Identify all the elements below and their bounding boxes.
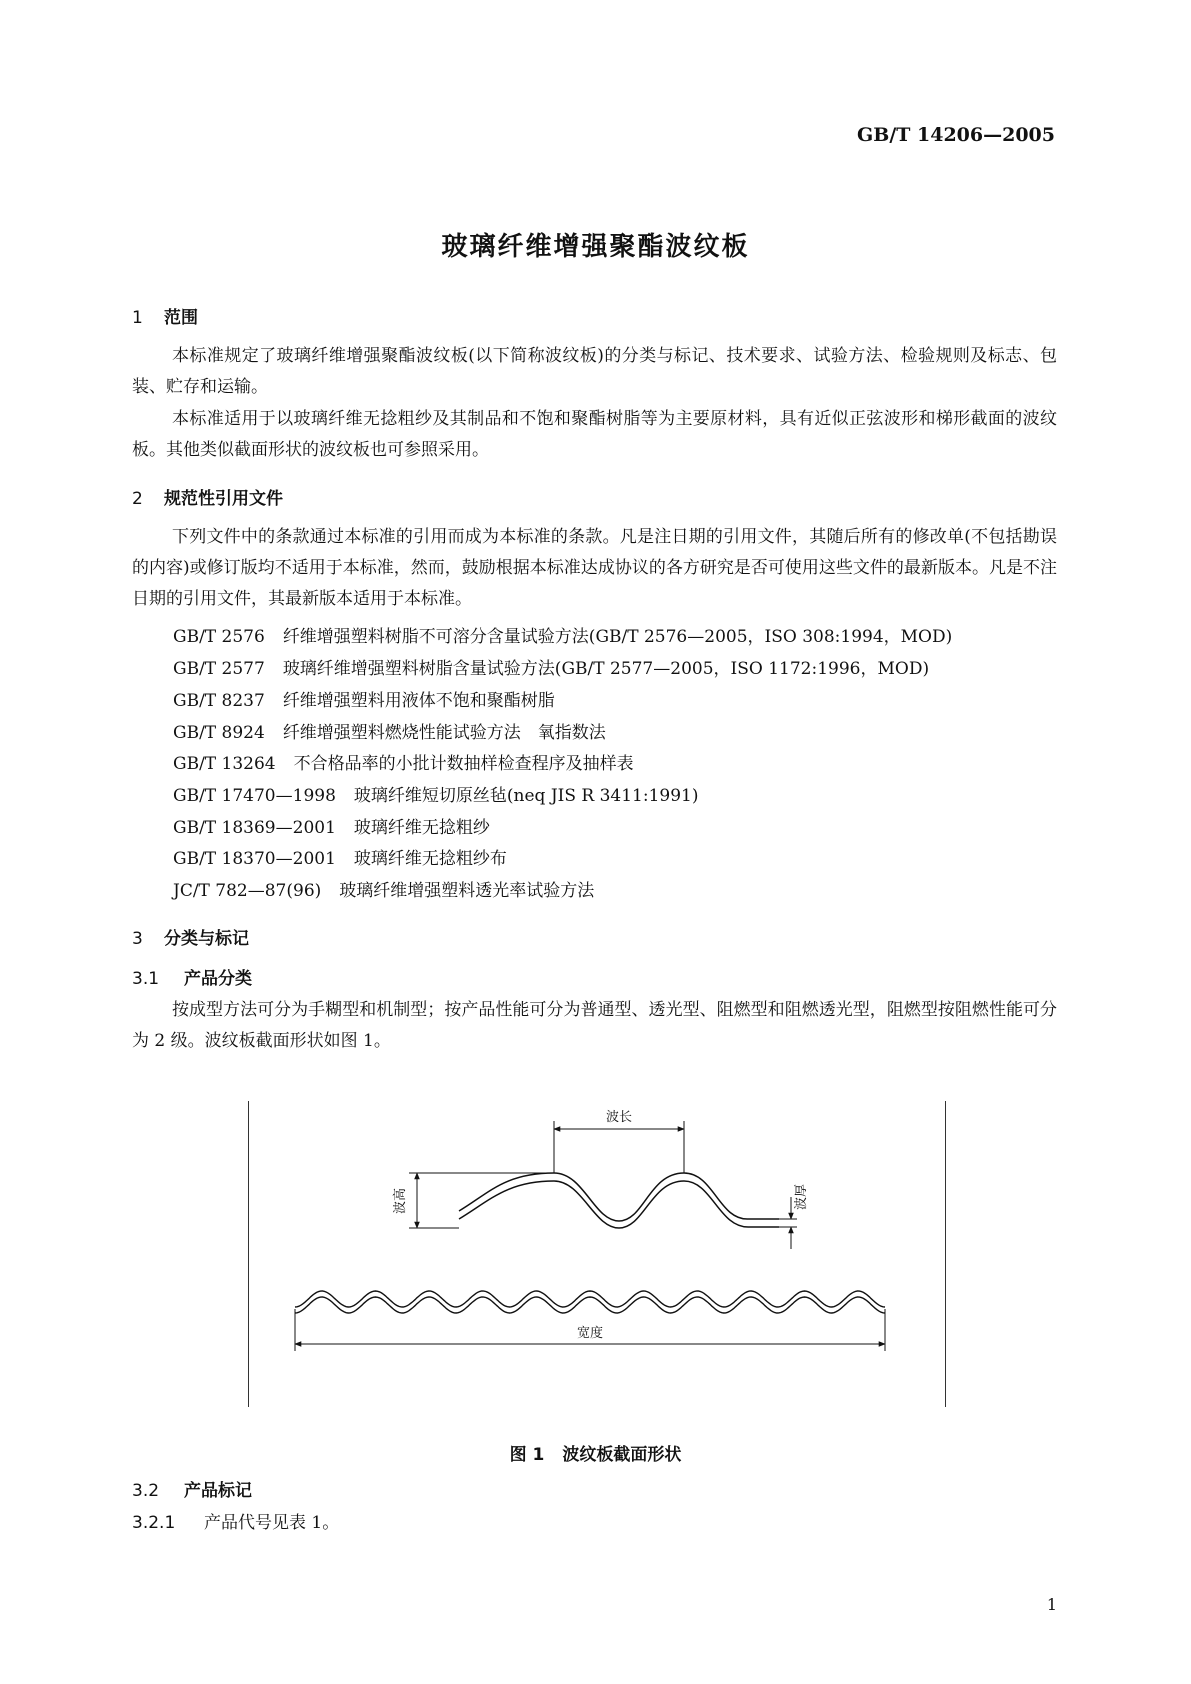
full-width-sheet xyxy=(295,1291,885,1313)
reference-code: GB/T 17470—1998 xyxy=(173,786,336,806)
wave-height-dimension xyxy=(409,1173,549,1228)
figure-number: 图 1 xyxy=(509,1445,545,1465)
reference-item xyxy=(173,844,507,869)
section-number: 2 xyxy=(132,489,143,509)
section-number: 1 xyxy=(132,308,143,328)
reference-code: GB/T 13264 xyxy=(173,754,276,774)
section-3-2-1-item xyxy=(132,1508,339,1533)
section-number: 3.1 xyxy=(132,969,160,989)
section-3-heading xyxy=(132,924,249,949)
section-title: 规范性引用文件 xyxy=(164,489,283,509)
reference-item xyxy=(173,654,929,679)
section-title: 范围 xyxy=(164,308,198,328)
reference-title: 玻璃纤维增强塑料树脂含量试验方法(GB/T 2577—2005，ISO 1172:1996，MOD) xyxy=(282,659,930,679)
reference-item xyxy=(173,749,634,774)
section-1-paragraph-2: 本标准适用于以玻璃纤维无捻粗纱及其制品和不饱和聚酯树脂等为主要原材料，具有近似正弦波形和梯形截面的波纹板。其他类似截面形状的波纹板也可参照采用。 xyxy=(132,409,1057,460)
wavelength-dimension xyxy=(554,1121,684,1173)
reference-title: 玻璃纤维无捻粗纱布 xyxy=(353,849,507,869)
section-1-paragraph-1: 本标准规定了玻璃纤维增强聚酯波纹板(以下简称波纹板)的分类与标记、技术要求、试验方法、检验规则及标志、包装、贮存和运输。 xyxy=(132,346,1057,397)
reference-code: GB/T 2576 xyxy=(173,627,265,647)
section-title: 分类与标记 xyxy=(164,929,249,949)
reference-title: 玻璃纤维无捻粗纱 xyxy=(353,818,490,838)
section-title: 产品标记 xyxy=(184,1481,252,1501)
reference-code: JC/T 782—87(96) xyxy=(173,881,322,901)
reference-item xyxy=(173,781,699,806)
standard-code: GB/T 14206—2005 xyxy=(857,124,1055,146)
reference-item xyxy=(173,622,952,647)
reference-item xyxy=(173,876,594,901)
section-1-heading xyxy=(132,303,198,328)
section-3-1-heading xyxy=(132,964,252,989)
section-3-2-heading xyxy=(132,1476,252,1501)
item-text: 产品代号见表 1。 xyxy=(204,1513,340,1533)
document-title: 玻璃纤维增强聚酯波纹板 xyxy=(441,232,750,262)
sheet-outer-line xyxy=(295,1291,885,1307)
section-3-1-paragraph: 按成型方法可分为手糊型和机制型；按产品性能可分为普通型、透光型、阻燃型和阻燃透光型，阻燃型按阻燃性能可分为 2 级。波纹板截面形状如图 1。 xyxy=(132,1000,1057,1051)
reference-code: GB/T 8924 xyxy=(173,723,265,743)
thickness-label: 波厚 xyxy=(794,1183,809,1211)
page-number: 1 xyxy=(1046,1595,1057,1614)
reference-code: GB/T 2577 xyxy=(173,659,265,679)
width-label: 宽度 xyxy=(576,1326,604,1341)
reference-title: 纤维增强塑料用液体不饱和聚酯树脂 xyxy=(282,691,555,711)
section-number: 3 xyxy=(132,929,143,949)
item-number: 3.2.1 xyxy=(132,1513,176,1533)
figure-title: 波纹板截面形状 xyxy=(562,1445,682,1465)
wave-profile-detail xyxy=(459,1173,779,1228)
section-number: 3.2 xyxy=(132,1481,160,1501)
reference-code: GB/T 8237 xyxy=(173,691,265,711)
reference-code: GB/T 18369—2001 xyxy=(173,818,336,838)
reference-title: 玻璃纤维短切原丝毡(neq JIS R 3411:1991) xyxy=(353,786,699,806)
section-2-heading xyxy=(132,484,283,509)
sheet-inner-line xyxy=(295,1297,885,1313)
reference-title: 纤维增强塑料燃烧性能试验方法 氧指数法 xyxy=(282,723,606,743)
section-2-intro: 下列文件中的条款通过本标准的引用而成为本标准的条款。凡是注日期的引用文件，其随后所有的修改单(不包括勘误的内容)或修订版均不适用于本标准，然而，鼓励根据本标准达成协议的各方研究是否可使用这些文件的最新版本。凡是不注日期的引用文件，其最新版本适用于本标准。 xyxy=(132,527,1057,609)
reference-item xyxy=(173,686,555,711)
corrugated-sheet-diagram xyxy=(249,1101,945,1407)
section-title: 产品分类 xyxy=(184,969,252,989)
reference-title: 玻璃纤维增强塑料透光率试验方法 xyxy=(339,881,595,901)
figure-frame xyxy=(248,1101,946,1407)
wave-profile-outer xyxy=(459,1173,779,1221)
reference-title: 纤维增强塑料树脂不可溶分含量试验方法(GB/T 2576—2005，ISO 308:1994，MOD) xyxy=(282,627,953,647)
figure-caption xyxy=(0,1440,1191,1465)
reference-item xyxy=(173,813,490,838)
wavelength-label: 波长 xyxy=(605,1110,633,1125)
reference-code: GB/T 18370—2001 xyxy=(173,849,336,869)
reference-item xyxy=(173,718,606,743)
reference-title: 不合格品率的小批计数抽样检查程序及抽样表 xyxy=(293,754,634,774)
wave-height-label: 波高 xyxy=(393,1187,408,1215)
